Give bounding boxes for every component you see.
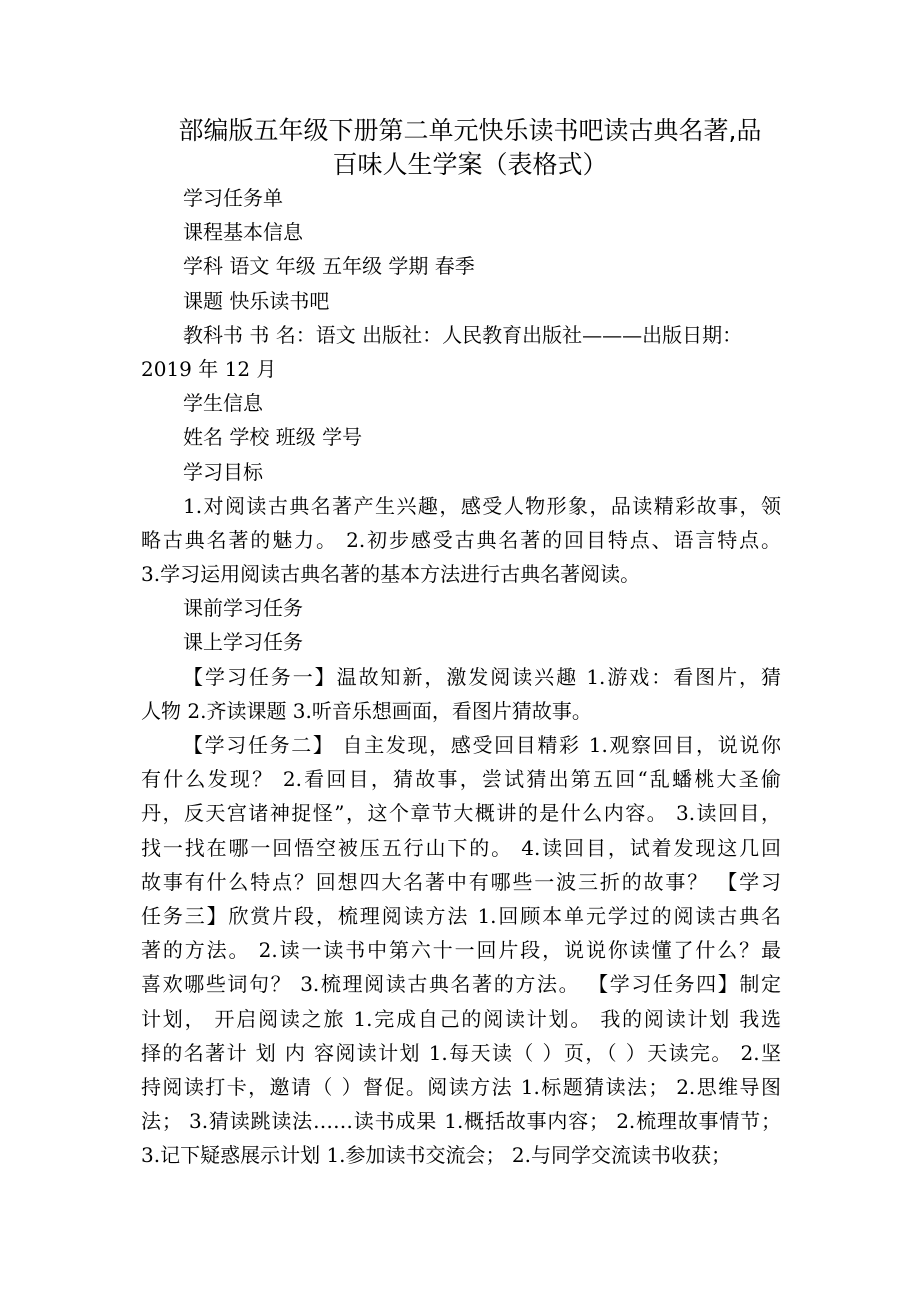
task-two-text: 有什么发现？ 2.看回目，猜故事，尝试猜出第五回“乱蟠桃大圣偷	[141, 767, 781, 792]
task-one-text: 人物 2.齐读课题 3.听音乐想画面，看图片猜故事。	[141, 698, 592, 723]
task-two-text: 丹，反天宫诸神捉怪”，这个章节大概讲的是什么内容。 3.读回目，	[141, 801, 781, 826]
task-one-text: 【学习任务一】温故知新，激发阅读兴趣 1.游戏：看图片，猜	[183, 664, 781, 689]
section-heading-learning-goals: 学习目标	[183, 459, 263, 484]
document-title-line-2: 百味人生学案（表格式）	[332, 150, 608, 179]
document-title-line-1: 部编版五年级下册第二单元快乐读书吧读古典名著,品	[178, 116, 762, 145]
task-two-text: 【学习任务二】 自主发现，感受回目精彩 1.观察回目，说说你	[183, 733, 781, 757]
learning-goals-text: 略古典名著的魅力。 2.初步感受古典名著的回目特点、语言特点。	[141, 527, 781, 552]
section-heading-course-info: 课程基本信息	[183, 220, 303, 245]
course-info-textbook: 教科书 书 名：语文 出版社：人民教育出版社———出版日期：	[183, 322, 743, 347]
section-heading-pre-class-tasks: 课前学习任务	[183, 596, 303, 621]
task-four-text: 持阅读打卡，邀请（ ）督促。阅读方法 1.标题猜读法； 2.思维导图	[141, 1074, 781, 1099]
task-four-text: 择的名著计 划 内 容阅读计划 1.每天读（ ）页，（ ）天读完。 2.坚	[141, 1040, 781, 1065]
task-two-text: 找一找在哪一回悟空被压五行山下的。 4.读回目，试着发现这几回	[141, 835, 781, 860]
document-body	[141, 181, 781, 1172]
learning-goals-text: 1.对阅读古典名著产生兴趣，感受人物形象，品读精彩故事，领	[183, 493, 781, 518]
student-info-fields: 姓名 学校 班级 学号	[183, 425, 363, 450]
task-three-text: 著的方法。 2.读一读书中第六十一回片段，说说你读懂了什么？最	[141, 938, 781, 963]
task-three-text: 喜欢哪些词句？ 3.梳理阅读古典名著的方法。 【学习任务四】制定	[141, 972, 781, 997]
learning-goals-text: 3.学习运用阅读古典名著的基本方法进行古典名著阅读。	[141, 562, 641, 587]
section-heading-student-info: 学生信息	[183, 391, 263, 416]
section-heading-in-class-tasks: 课上学习任务	[183, 630, 303, 655]
course-info-subject-grade-term: 学科 语文 年级 五年级 学期 春季	[183, 254, 475, 279]
course-info-topic: 课题 快乐读书吧	[183, 288, 330, 313]
task-three-text: 任务三】欣赏片段，梳理阅读方法 1.回顾本单元学过的阅读古典名	[141, 903, 781, 928]
task-four-text: 3.记下疑惑展示计划 1.参加读书交流会； 2.与同学交流读书收获；	[141, 1143, 731, 1168]
task-four-text: 计划， 开启阅读之旅 1.完成自己的阅读计划。 我的阅读计划 我选	[141, 1006, 781, 1031]
task-four-text: 法； 3.猜读跳读法……读书成果 1.概括故事内容； 2.梳理故事情节；	[141, 1109, 781, 1134]
section-heading-task-sheet: 学习任务单	[183, 186, 283, 210]
course-info-publish-date: 2019 年 12 月	[141, 356, 277, 381]
task-two-text: 故事有什么特点？回想四大名著中有哪些一波三折的故事？ 【学习	[141, 869, 781, 894]
